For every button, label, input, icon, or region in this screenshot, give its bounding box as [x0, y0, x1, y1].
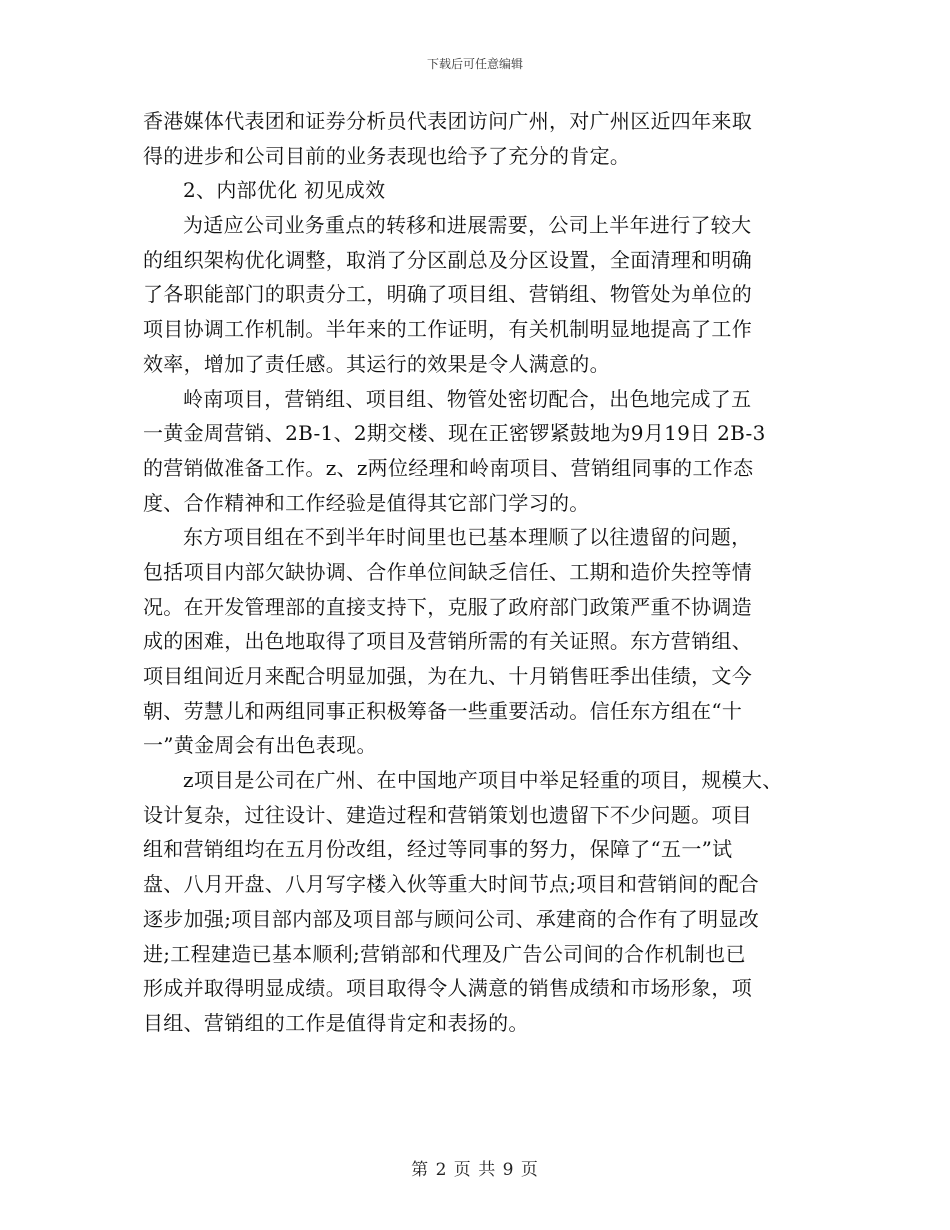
page-header: 下载后可任意编辑	[426, 57, 523, 71]
text-line: 岭南项目，营销组、项目组、物管处密切配合，出色地完成了五	[183, 386, 752, 411]
text-line: 的组织架构优化调整，取消了分区副总及分区设置，全面清理和明确	[143, 247, 752, 272]
text-line: 项目协调工作机制。半年来的工作证明，有关机制明显地提高了工作	[143, 317, 752, 342]
section-heading: 2、内部优化 初见成效	[183, 178, 386, 203]
text-line: 效率，增加了责任感。其运行的效果是令人满意的。	[143, 351, 610, 376]
text-line: 了各职能部门的职责分工，明确了项目组、营销组、物管处为单位的	[143, 282, 752, 307]
text-line: 形成并取得明显成绩。项目取得令人满意的销售成绩和市场形象，项	[143, 976, 752, 1001]
text-line: 况。在开发管理部的直接支持下，克服了政府部门政策严重不协调造	[143, 594, 752, 619]
text-line: 东方项目组在不到半年时间里也已基本理顺了以往遗留的问题，	[183, 525, 752, 550]
text-line: 香港媒体代表团和证券分析员代表团访问广州，对广州区近四年来取	[143, 109, 752, 133]
text-line: 目组、营销组的工作是值得肯定和表扬的。	[143, 1010, 529, 1035]
text-line: 为适应公司业务重点的转移和进展需要，公司上半年进行了较大	[183, 213, 752, 238]
text-line: 度、合作精神和工作经验是值得其它部门学习的。	[143, 490, 590, 515]
text-line: 得的进步和公司目前的业务表现也给予了充分的肯定。	[143, 143, 631, 168]
text-line: 包括项目内部欠缺协调、合作单位间缺乏信任、工期和造价失控等情	[143, 559, 752, 584]
document-body	[143, 104, 823, 1041]
text-line: 的营销做准备工作。z、z两位经理和岭南项目、营销组同事的工作态	[143, 455, 754, 480]
text-line: 朝、劳慧儿和两组同事正积极筹备一些重要活动。信任东方组在“十	[143, 698, 743, 723]
page-number-footer: 第 2 页 共 9 页	[411, 1160, 539, 1180]
text-line: 一”黄金周会有出色表现。	[143, 733, 377, 758]
text-line: 项目组间近月来配合明显加强，为在九、十月销售旺季出佳绩，文今	[143, 664, 752, 688]
text-line: 设计复杂，过往设计、建造过程和营销策划也遗留下不少问题。项目	[143, 802, 752, 827]
text-line: 成的困难，出色地取得了项目及营销所需的有关证照。东方营销组、	[143, 629, 752, 654]
text-line: 盘、八月开盘、八月写字楼入伙等重大时间节点;项目和营销间的配合	[143, 872, 760, 897]
text-line: 一黄金周营销、2B-1、2期交楼、现在正密锣紧鼓地为9月19日 2B-3	[143, 421, 766, 446]
text-line: 组和营销组均在五月份改组，经过等同事的努力，保障了“五一”试	[143, 837, 733, 862]
text-line: 进;工程建造已基本顺利;营销部和代理及广告公司间的合作机制也已	[143, 941, 746, 966]
text-line: 逐步加强;项目部内部及项目部与顾问公司、承建商的合作有了明显改	[143, 906, 760, 931]
text-line: z项目是公司在广州、在中国地产项目中举足轻重的项目，规模大、	[183, 768, 783, 793]
